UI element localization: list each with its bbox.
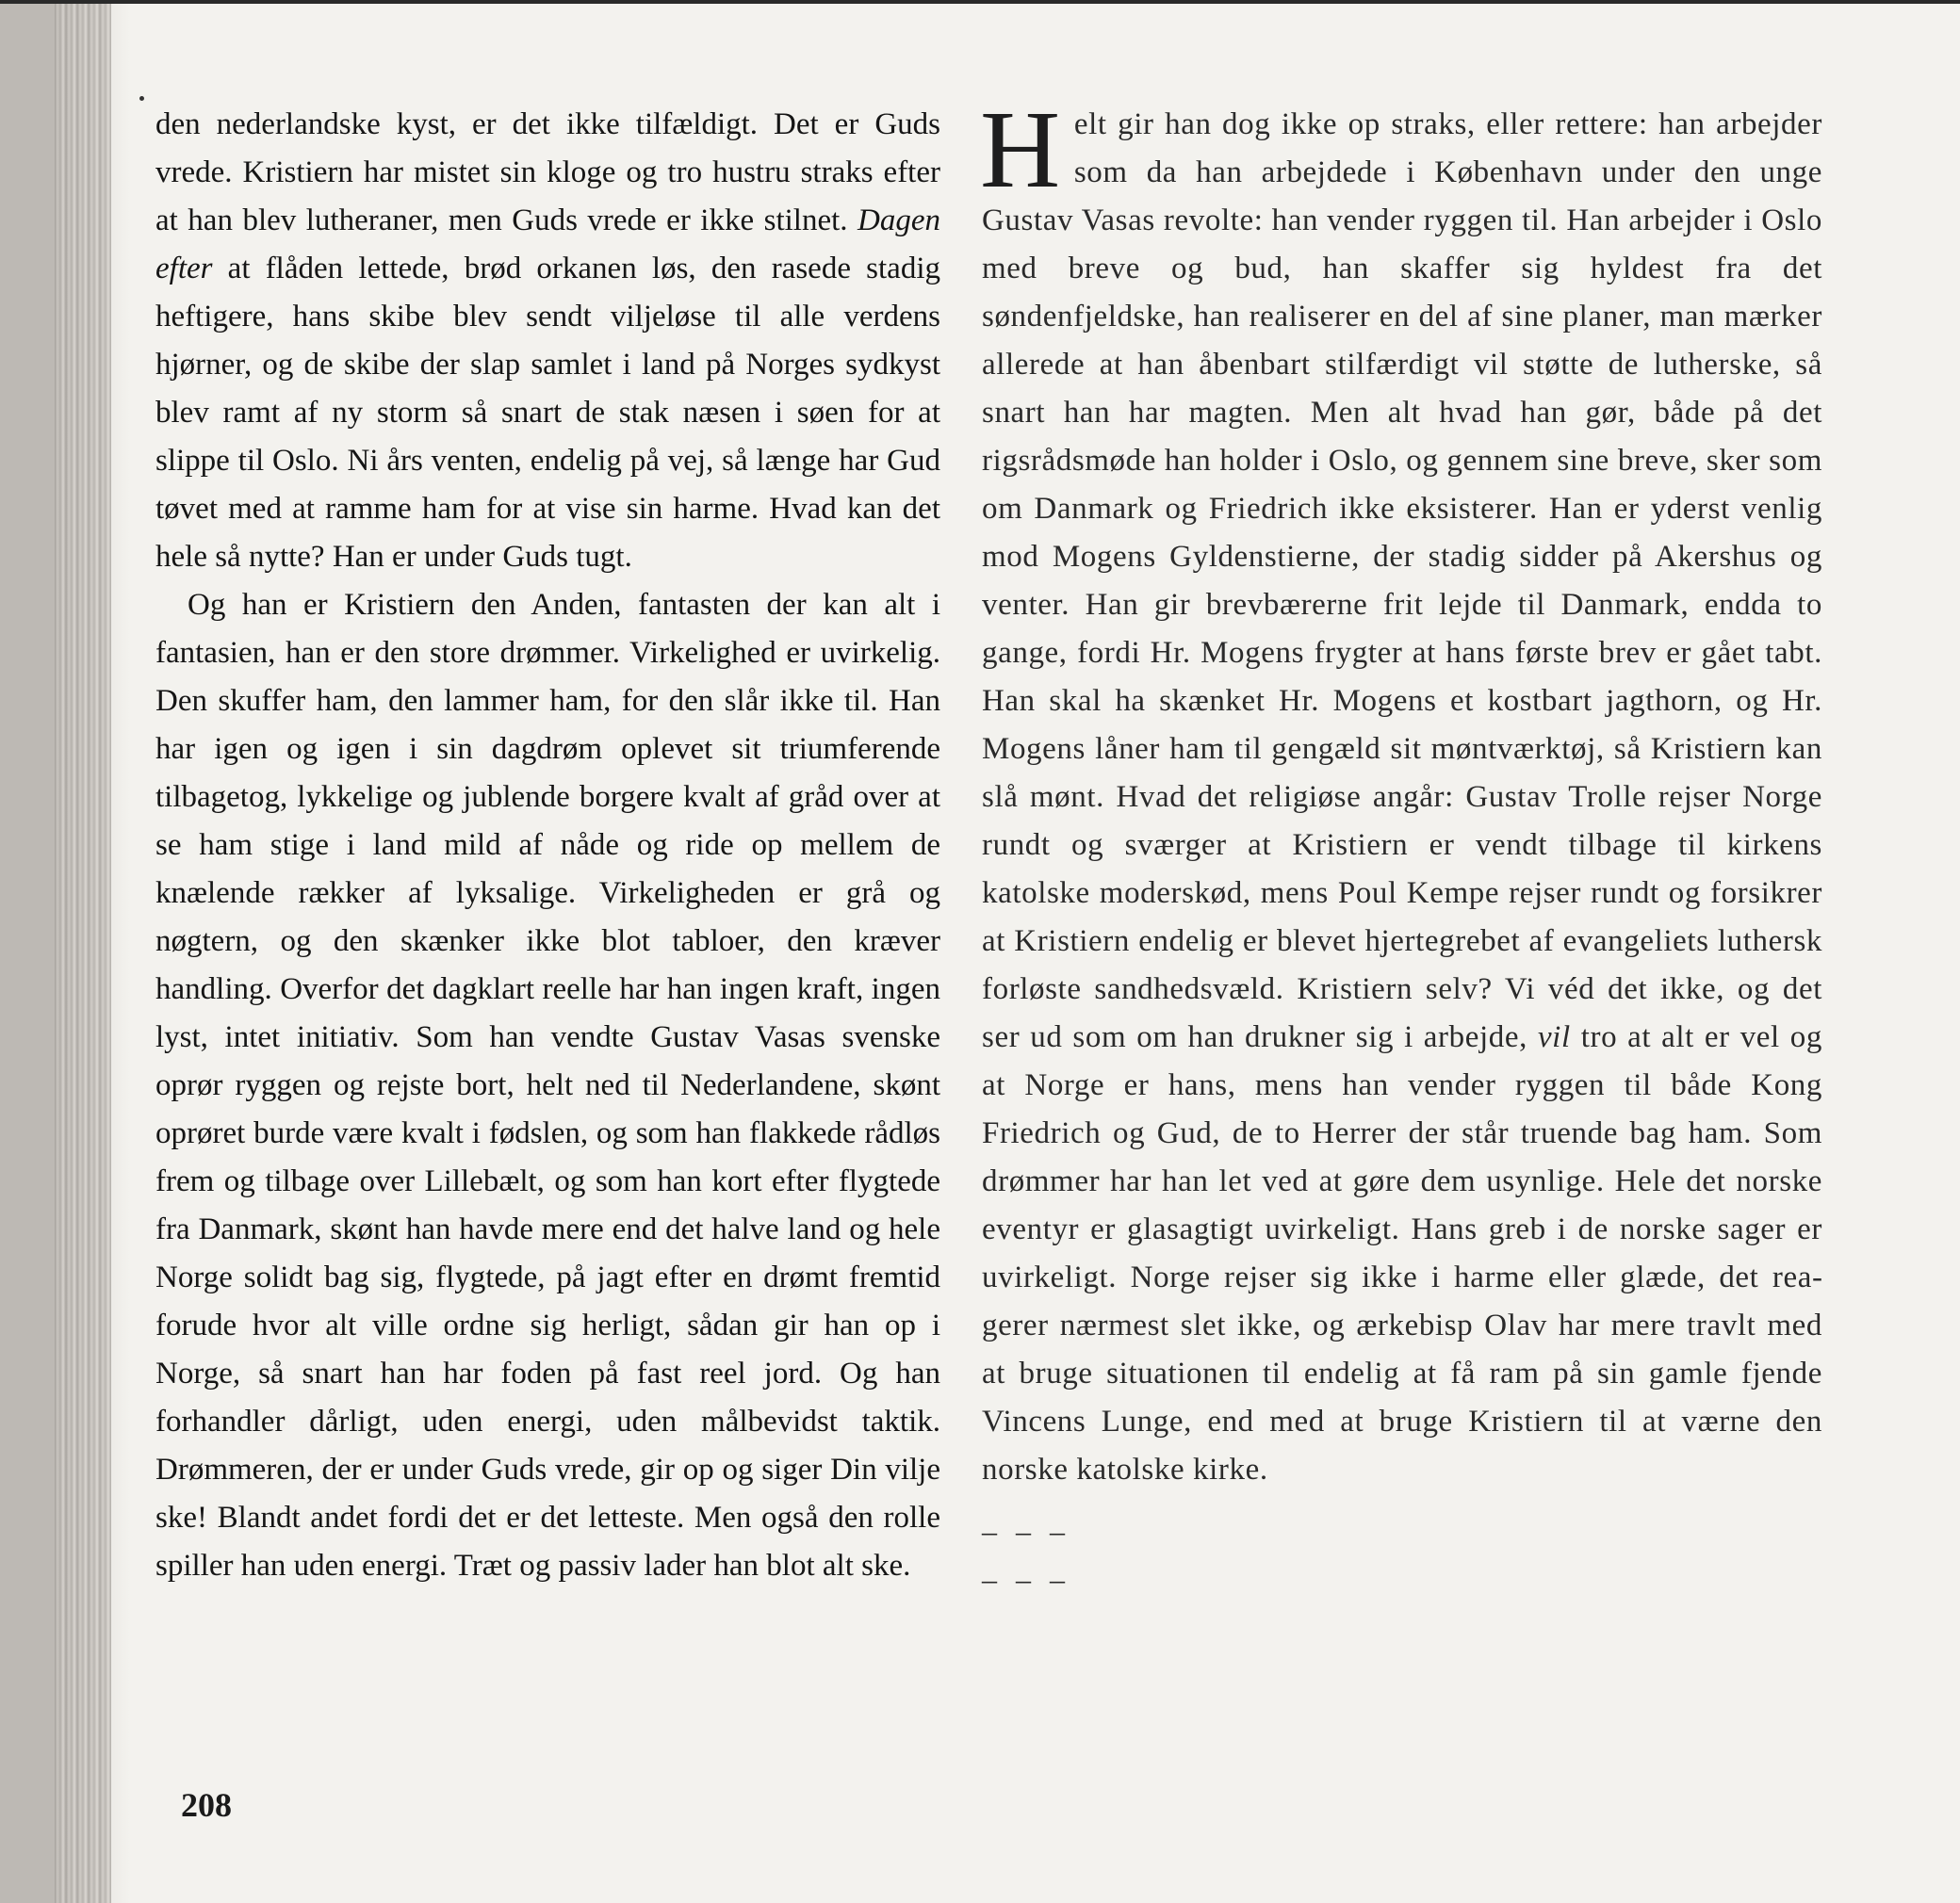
text-run: tro at alt er vel og at Norge er hans, mens han vender ryggen til både Kong Friedrich og Gud, de to Herrer der står truende bag ham. Som drømmer har han let ved at gøre dem usynlige. Hele det norske eventyr er glasagtigt uvirkeligt. Hans greb i de norske sager er uvirkeligt. Norge rejser sig ikke i harme eller glæde, det reagerer nærmest slet ikke, og ærkebisp Olav har mere travlt med at bruge situationen til endelig at få ram på sin gamle fjende Vincens Lunge, end med at bruge Kristiern til at værne den norske katolske kirke.: [982, 1020, 1822, 1487]
italic-text: vil: [1537, 1020, 1571, 1054]
section-break: – – –: [982, 1562, 1070, 1596]
left-text-column: [155, 101, 940, 1590]
top-border: [0, 0, 1960, 4]
page-edges: [55, 0, 111, 1903]
page-number: 208: [181, 1786, 232, 1824]
text-run: den nederlandske kyst, er det ikke tilfældigt. Det er Guds vrede. Kristiern har mistet sin kloge og tro hustru straks efter at han blev lutheraner, men Guds vrede er ikke stilnet.: [155, 107, 940, 237]
section-breaks: [982, 1507, 1822, 1603]
right-text-column: [980, 88, 1822, 1603]
section-break: – – –: [982, 1514, 1070, 1548]
paragraph: [155, 581, 940, 1590]
ink-speck: [139, 96, 144, 101]
paragraph: [155, 101, 940, 581]
drop-cap: H: [980, 88, 1061, 211]
right-paragraphs: [980, 88, 1822, 1494]
text-run: at flåden lettede, brød orkanen løs, den rasede stadig heftigere, hans skibe blev sendt viljeløse til alle verdens hjørner, og de skibe der slap samlet i land på Norges sydkyst blev ramt af ny storm så snart de stak næsen i søen for at slippe til Oslo. Ni års venten, endelig på vej, så længe har Gud tøvet med at ramme ham for at vise sin harme. Hvad kan det hele så nytte? Han er under Guds tugt.: [155, 252, 940, 574]
text-run: Og han er Kristiern den Anden, fantasten der kan alt i fantasien, han er den store drømmer. Virkelighed er uvirkelig. Den skuffer ham, den lammer ham, for den slår ikke til. Han har igen og igen i sin dagdrøm oplevet sit triumferende tilbagetog, lykkelige og jublende borgere kvalt af gråd over at se ham stige i land mild af nåde og ride op mellem de knælende rækker af lyksalige. Virkeligheden er grå og nøgtern, og den skænker ikke blot tabloer, den kræver handling. Overfor det dagklart reelle har han ingen kraft, ingen lyst, intet initiativ. Som han vendte Gustav Vasas svenske oprør ryggen og rejste bort, helt ned til Nederlandene, skønt oprøret burde være kvalt i fødslen, og som han flakkede rådløs frem og tilbage over Lillebælt, og som han kort efter flygtede fra Danmark, skønt han havde mere end det halve land og hele Norge solidt bag sig, flygtede, på jagt efter en drømt fremtid forude hvor alt ville ordne sig herligt, sådan gir han op i Norge, så snart han har foden på fast reel jord. Og han forhandler dårligt, uden energi, uden målbevidst taktik. Drømmeren, der er under Guds vrede, gir op og siger Din vilje ske! Blandt andet fordi det er det letteste. Men også den rolle spiller han uden energi. Træt og passiv lader han blot alt ske.: [155, 588, 940, 1583]
paragraph: [980, 88, 1822, 1494]
text-run: elt gir han dog ikke op straks, eller rettere: han arbejder som da han arbejdede i København under den unge Gustav Vasas revolte: han vender ryggen til. Han arbejder i Oslo med breve og bud, han skaffer sig hyldest fra det søndenfjeldske, han realiserer en del af sine planer, man mærker allerede at han åbenbart stilfærdigt vil støtte de lutherske, så snart han har magten. Men alt hvad han gør, både på det rigsrådsmøde han holder i Oslo, og gennem sine breve, sker som om Danmark og Friedrich ikke eksisterer. Han er yderst venlig mod Mogens Gyldenstierne, der stadig sidder på Akershus og venter. Han gir brevbærerne frit lejde til Danmark, endda to gange, fordi Hr. Mogens frygter at hans første brev er gået tabt. Han skal ha skænket Hr. Mogens et kostbart jagthorn, og Hr. Mogens låner ham til gengæld sit møntværktøj, så Kristiern kan slå mønt. Hvad det religiøse angår: Gustav Trolle rejser Norge rundt og sværger at Kristiern er vendt tilbage til kirkens katolske moderskød, mens Poul Kempe rejser rundt og forsikrer at Kristiern endelig er blevet hjertegrebet af evangeliets luthersk forløste sandhedsvæld. Kristiern selv? Vi véd det ikke, og det ser ud som om han drukner sig i arbejde,: [982, 107, 1822, 1054]
italic-text: Dagen efter: [155, 203, 940, 285]
